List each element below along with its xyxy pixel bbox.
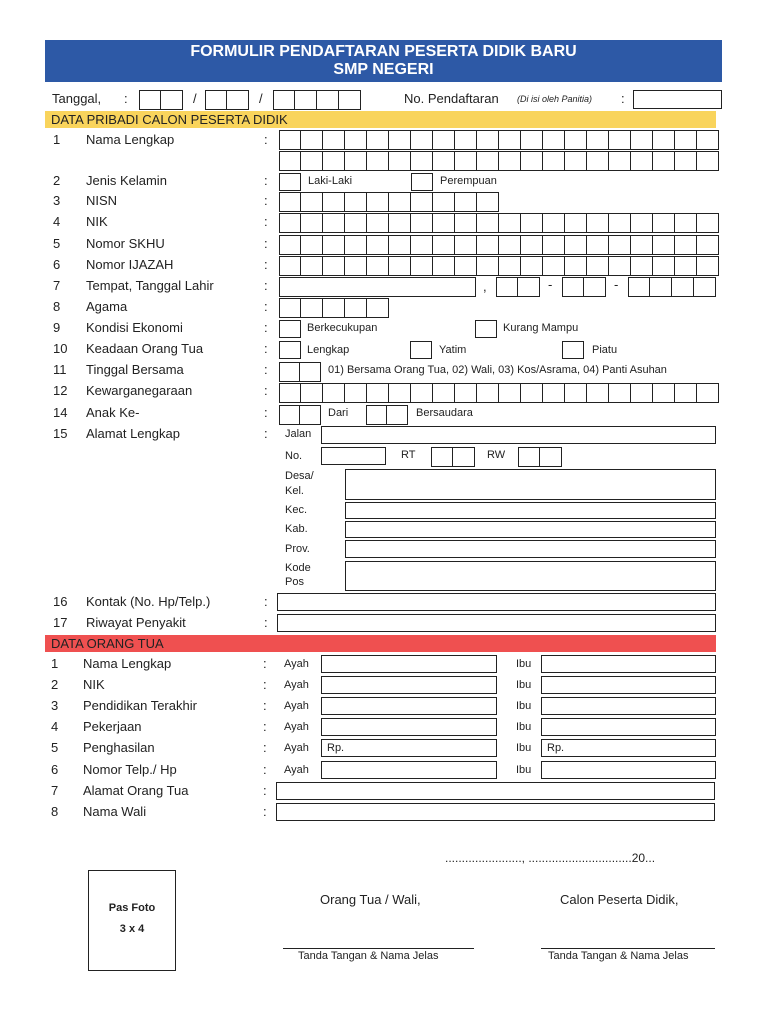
ayah-field[interactable] (321, 676, 497, 694)
row-number: 8 (53, 299, 61, 314)
agama-cells[interactable] (279, 298, 389, 318)
nomor-ijazah-cells[interactable] (279, 256, 719, 276)
kab-field[interactable] (345, 521, 716, 538)
dash: - (548, 277, 553, 292)
anak-ke-cells[interactable] (279, 405, 321, 425)
date-month-field[interactable] (205, 90, 249, 110)
row-number: 4 (51, 719, 59, 734)
form-subtitle: SMP NEGERI (333, 61, 434, 78)
ibu-label: Ibu (516, 658, 532, 670)
kode-pos-field[interactable] (345, 561, 716, 591)
colon: : (621, 91, 625, 106)
ayah-label: Ayah (284, 700, 309, 712)
colon: : (264, 341, 268, 356)
row-number: 16 (53, 594, 68, 609)
colon: : (264, 214, 268, 229)
row-label: Tempat, Tanggal Lahir (86, 278, 214, 293)
signature-caption-parent: Tanda Tangan & Nama Jelas (298, 950, 439, 962)
tanggal-label: Tanggal, (52, 91, 102, 106)
kurang-mampu-label: Kurang Mampu (503, 322, 579, 334)
row-label: Nomor SKHU (86, 236, 165, 251)
tinggal-bersama-note: 01) Bersama Orang Tua, 02) Wali, 03) Kos/Asrama, 04) Panti Asuhan (328, 364, 667, 376)
ayah-label: Ayah (284, 764, 309, 776)
desa-label-2: Kel. (285, 485, 304, 497)
row-label: Tinggal Bersama (86, 362, 184, 377)
slash: / (259, 91, 263, 106)
colon: : (264, 405, 268, 420)
ibu-field[interactable] (541, 718, 716, 736)
prov-field[interactable] (345, 540, 716, 558)
ayah-field[interactable] (321, 655, 497, 673)
row-number: 3 (51, 698, 59, 713)
form-title-bar (45, 40, 722, 82)
colon: : (264, 594, 268, 609)
lengkap-label: Lengkap (307, 344, 350, 356)
row-number: 9 (53, 320, 61, 335)
row-label: Nama Lengkap (83, 656, 172, 671)
lahir-year-cells[interactable] (628, 277, 716, 297)
ayah-label: Ayah (284, 658, 309, 670)
row-number: 4 (53, 214, 61, 229)
row-label: Keadaan Orang Tua (86, 341, 204, 356)
lahir-day-cells[interactable] (496, 277, 540, 297)
ibu-field[interactable] (541, 761, 716, 779)
row-number: 1 (53, 132, 61, 147)
nama-lengkap-cells-2[interactable] (279, 151, 719, 171)
perempuan-checkbox[interactable] (411, 173, 433, 191)
jalan-field[interactable] (321, 426, 716, 444)
berkecukupan-checkbox[interactable] (279, 320, 301, 338)
ibu-label: Ibu (516, 721, 532, 733)
ibu-label: Ibu (516, 700, 532, 712)
row-number: 7 (51, 783, 59, 798)
nomor-skhu-cells[interactable] (279, 235, 719, 255)
tinggal-bersama-cells[interactable] (279, 362, 321, 382)
colon: : (264, 173, 268, 188)
ayah-label: Ayah (284, 679, 309, 691)
house-no-field[interactable] (321, 447, 386, 465)
colon: : (264, 193, 268, 208)
row-number: 8 (51, 804, 59, 819)
row-label: Pekerjaan (83, 719, 142, 734)
signature-line-student (541, 948, 715, 949)
no-label: No. (285, 450, 303, 462)
row-number: 6 (53, 257, 61, 272)
comma: , (483, 279, 487, 294)
jalan-label: Jalan (285, 428, 312, 440)
no-pendaftaran-label: No. Pendaftaran (404, 91, 499, 106)
nama-lengkap-cells[interactable] (279, 130, 719, 150)
colon: : (264, 426, 268, 441)
kode-pos-label-2: Pos (285, 576, 304, 588)
jumlah-saudara-cells[interactable] (366, 405, 408, 425)
dari-label: Dari (328, 407, 349, 419)
ayah-label: Ayah (284, 721, 309, 733)
form-title: FORMULIR PENDAFTARAN PESERTA DIDIK BARU (190, 43, 577, 60)
rt-label: RT (401, 449, 416, 461)
piatu-checkbox[interactable] (562, 341, 584, 359)
dash: - (614, 277, 619, 292)
ayah-field[interactable] (321, 739, 497, 757)
section-parent-data: DATA ORANG TUA (45, 635, 716, 652)
row-number: 14 (53, 405, 68, 420)
panitia-note: (Di isi oleh Panitia) (517, 94, 593, 104)
row-label: Nama Lengkap (86, 132, 175, 147)
laki-laki-checkbox[interactable] (279, 173, 301, 191)
date-day-field[interactable] (139, 90, 183, 110)
row-label: Anak Ke- (86, 405, 140, 420)
colon: : (264, 383, 268, 398)
row-label: Alamat Orang Tua (83, 783, 189, 798)
rp-label: Rp. (547, 742, 565, 754)
nama-wali-field[interactable] (276, 803, 715, 821)
lengkap-checkbox[interactable] (279, 341, 301, 359)
date-place-line: ......................., ...............................20... (445, 851, 656, 865)
photo-box (88, 870, 176, 971)
desa-field[interactable] (345, 469, 716, 500)
row-label: Nomor Telp./ Hp (83, 762, 177, 777)
row-number: 12 (53, 383, 68, 398)
kec-label: Kec. (285, 504, 308, 516)
rp-label: Rp. (327, 742, 345, 754)
row-label: NIK (86, 214, 108, 229)
ibu-label: Ibu (516, 679, 532, 691)
row-label: Alamat Lengkap (86, 426, 180, 441)
ibu-field[interactable] (541, 676, 716, 694)
colon: : (263, 698, 267, 713)
kode-pos-label: Kode (285, 562, 311, 574)
row-number: 1 (51, 656, 59, 671)
row-label: Penghasilan (83, 740, 155, 755)
nik-cells[interactable] (279, 213, 719, 233)
date-year-field[interactable] (273, 90, 361, 110)
colon: : (264, 236, 268, 251)
colon: : (263, 804, 267, 819)
colon: : (264, 278, 268, 293)
row-label: NIK (83, 677, 105, 692)
colon: : (263, 783, 267, 798)
row-label: Kontak (No. Hp/Telp.) (86, 594, 211, 609)
yatim-label: Yatim (439, 344, 467, 356)
colon: : (264, 132, 268, 147)
row-label: Riwayat Penyakit (86, 615, 186, 630)
ayah-field[interactable] (321, 718, 497, 736)
photo-label: Pas Foto (108, 902, 156, 914)
orang-tua-wali-label: Orang Tua / Wali, (320, 892, 421, 907)
row-number: 7 (53, 278, 61, 293)
row-number: 5 (53, 236, 61, 251)
alamat-orang-tua-field[interactable] (276, 782, 715, 800)
prov-label: Prov. (285, 543, 310, 555)
colon: : (263, 740, 267, 755)
slash: / (193, 91, 197, 106)
kontak-field[interactable] (277, 593, 716, 611)
ibu-field[interactable] (541, 697, 716, 715)
ibu-field[interactable] (541, 655, 716, 673)
row-number: 17 (53, 615, 68, 630)
rw-cells[interactable] (518, 447, 562, 467)
colon: : (124, 91, 128, 106)
row-number: 5 (51, 740, 59, 755)
ibu-field[interactable] (541, 739, 716, 757)
colon: : (264, 299, 268, 314)
row-label: Pendidikan Terakhir (83, 698, 197, 713)
laki-laki-label: Laki-Laki (308, 175, 353, 187)
colon: : (263, 677, 267, 692)
ayah-field[interactable] (321, 761, 497, 779)
ibu-label: Ibu (516, 742, 532, 754)
row-label: Nama Wali (83, 804, 147, 819)
photo-size: 3 x 4 (119, 923, 145, 935)
row-number: 15 (53, 426, 68, 441)
ayah-field[interactable] (321, 697, 497, 715)
row-number: 2 (53, 173, 61, 188)
row-number: 10 (53, 341, 68, 356)
ayah-label: Ayah (284, 742, 309, 754)
kec-field[interactable] (345, 502, 716, 519)
kewarganegaraan-cells[interactable] (279, 383, 719, 403)
row-number: 11 (53, 362, 67, 377)
colon: : (264, 257, 268, 272)
kurang-mampu-checkbox[interactable] (475, 320, 497, 338)
colon: : (264, 615, 268, 630)
perempuan-label: Perempuan (440, 175, 497, 187)
tempat-lahir-field[interactable] (279, 277, 476, 297)
row-label: Kondisi Ekonomi (86, 320, 183, 335)
colon: : (264, 320, 268, 335)
ibu-label: Ibu (516, 764, 532, 776)
signature-line-parent (283, 948, 474, 949)
berkecukupan-label: Berkecukupan (307, 322, 378, 334)
colon: : (263, 656, 267, 671)
bersaudara-label: Bersaudara (416, 407, 473, 419)
row-number: 2 (51, 677, 59, 692)
calon-peserta-label: Calon Peserta Didik, (560, 892, 679, 907)
row-label: Jenis Kelamin (86, 173, 167, 188)
lahir-month-cells[interactable] (562, 277, 606, 297)
kab-label: Kab. (285, 523, 308, 535)
row-label: Agama (86, 299, 128, 314)
no-pendaftaran-field[interactable] (633, 90, 722, 109)
rw-label: RW (487, 449, 506, 461)
yatim-checkbox[interactable] (410, 341, 432, 359)
row-number: 6 (51, 762, 59, 777)
row-label: Nomor IJAZAH (86, 257, 174, 272)
desa-label: Desa/ (285, 470, 314, 482)
nisn-cells[interactable] (279, 192, 499, 212)
piatu-label: Piatu (592, 344, 618, 356)
row-label: Kewarganegaraan (86, 383, 193, 398)
riwayat-penyakit-field[interactable] (277, 614, 716, 632)
section-student-data: DATA PRIBADI CALON PESERTA DIDIK (45, 111, 716, 128)
colon: : (263, 762, 267, 777)
rt-cells[interactable] (431, 447, 475, 467)
colon: : (263, 719, 267, 734)
row-label: NISN (86, 193, 118, 208)
row-number: 3 (53, 193, 61, 208)
colon: : (264, 362, 268, 377)
signature-caption-student: Tanda Tangan & Nama Jelas (548, 950, 689, 962)
